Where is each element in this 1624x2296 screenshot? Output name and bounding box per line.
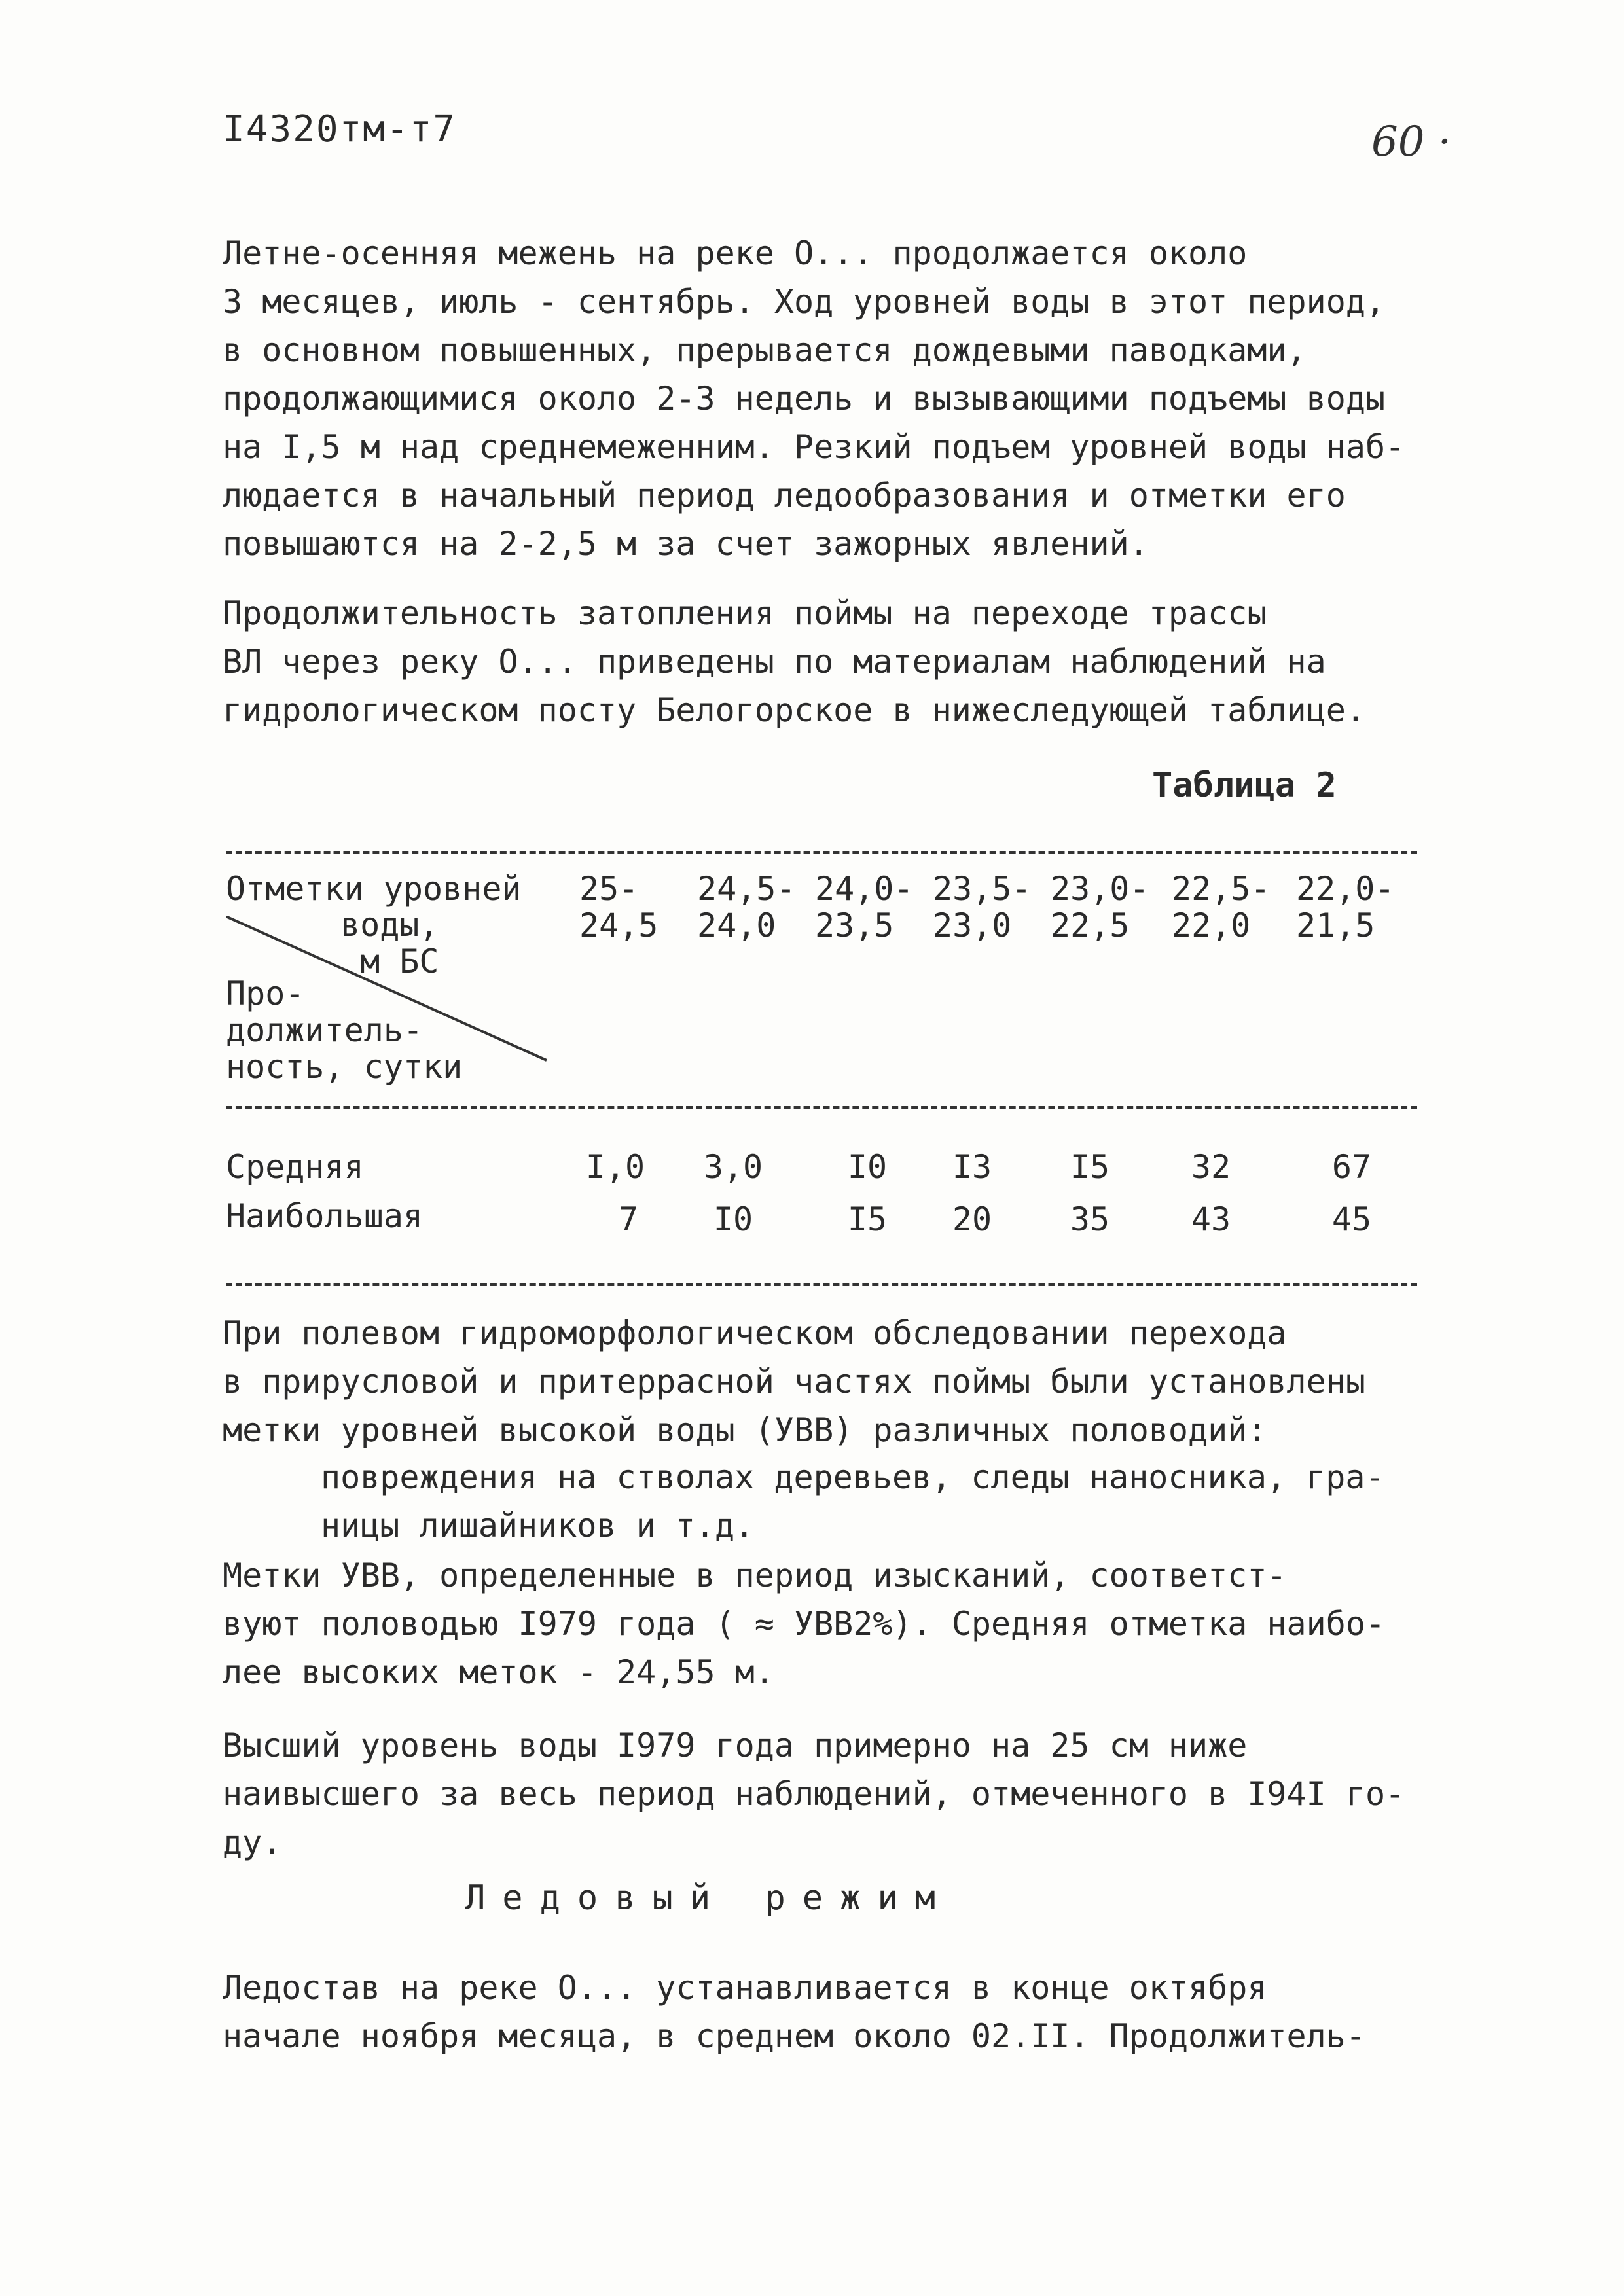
page-number: 60 · — [1371, 118, 1452, 166]
table-corner-mid: воды, м БС — [340, 906, 439, 980]
table-cell: 45 — [1331, 1200, 1372, 1238]
table-column-header: 23,0- 22,5 — [1051, 870, 1149, 944]
table-row-label: Наибольшая — [226, 1197, 424, 1235]
table-cell: I0 — [713, 1200, 753, 1238]
table-header-rule — [226, 1106, 1417, 1109]
paragraph-field-survey: При полевом гидроморфологическом обследовании перехода в прирусловой и притеррасной частях поймы были установлены метки уровней высокой воды (УВВ) различных половодий: — [223, 1314, 1365, 1449]
section-title-ice-regime: Ледовый режим — [465, 1878, 952, 1918]
table-caption: Таблица 2 — [1152, 766, 1337, 805]
table-column-header: 22,5- 22,0 — [1172, 870, 1271, 944]
paragraph-freeze-up: Ледостав на реке О... устанавливается в конце октября начале ноября месяца, в среднем около 02.II. Продолжитель- — [223, 1969, 1365, 2055]
paragraph-marks-list: повреждения на стволах деревьев, следы наносника, гра- ницы лишайников и т.д. — [321, 1458, 1385, 1545]
document-code: I4320тм-т7 — [223, 108, 457, 151]
table-top-rule — [226, 851, 1417, 854]
table-cell: I0 — [847, 1148, 888, 1186]
table-cell: 32 — [1191, 1148, 1231, 1186]
table-column-header: 24,5- 24,0 — [697, 870, 796, 944]
paragraph-highest-level: Высший уровень воды I979 года примерно на 25 см ниже наивысшего за весь период наблюдений, отмеченного в I94I го- ду. — [223, 1727, 1405, 1861]
table-cell: 20 — [952, 1200, 992, 1238]
table-column-header: 23,5- 23,0 — [933, 870, 1032, 944]
table-row-label: Средняя — [226, 1148, 364, 1186]
table-cell: 7 — [618, 1200, 639, 1238]
table-cell: 35 — [1070, 1200, 1110, 1238]
paragraph-summer-low-water: Летне-осенняя межень на реке О... продолжается около 3 месяцев, июль - сентябрь. Ход уровней воды в этот период, в основном повышенных, прерывается дождевыми паводками, продолжающимися около 2-3 недель и вызывающими подъемы воды на I,5 м над среднемеженним. Резкий подъем уровней воды наб- людается в начальный период ледообразования и отметки его повышаются на 2-2,5 м за счет зажорных явлений. — [223, 234, 1405, 563]
table-corner-diagonal — [226, 916, 553, 1067]
table-corner-top: Отметки уровней — [226, 870, 522, 908]
table-cell: 67 — [1331, 1148, 1372, 1186]
table-corner-bottom: Про- должитель- ность, сутки — [226, 975, 463, 1086]
table-column-header: 24,0- 23,5 — [815, 870, 914, 944]
table-cell: I,0 — [585, 1148, 645, 1186]
table-column-header: 22,0- 21,5 — [1296, 870, 1395, 944]
table-column-header: 25- 24,5 — [579, 870, 659, 944]
paragraph-marks-1979: Метки УВВ, определенные в период изысканий, соответст- вуют половодью I979 года ( ≈ УВВ2%). Средняя отметка наибо- лее высоких меток - 24,55 м. — [223, 1556, 1386, 1691]
table-bottom-rule — [226, 1283, 1417, 1286]
table-cell: I5 — [847, 1200, 888, 1238]
table-cell: I3 — [952, 1148, 992, 1186]
table-cell: 3,0 — [703, 1148, 763, 1186]
paragraph-flood-duration: Продолжительность затопления поймы на переходе трассы ВЛ через реку О... приведены по материалам наблюдений на гидрологическом посту Белогорское в нижеследующей таблице. — [223, 594, 1365, 729]
table-cell: 43 — [1191, 1200, 1231, 1238]
table-cell: I5 — [1070, 1148, 1110, 1186]
